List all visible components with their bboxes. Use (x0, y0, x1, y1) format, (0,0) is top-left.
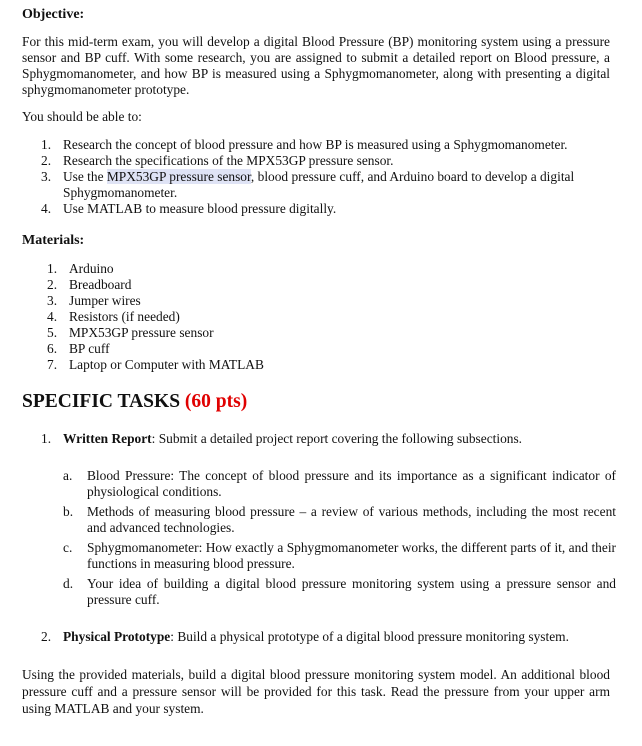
list-item (41, 153, 611, 169)
list-item (41, 169, 611, 201)
list-item (47, 325, 447, 341)
list-item (41, 137, 611, 153)
list-letter: d. (63, 576, 74, 591)
able-intro: You should be able to: (22, 109, 142, 124)
points-label: (60 pts) (184, 391, 248, 412)
list-number: 3. (41, 169, 52, 184)
list-text: Blood Pressure: The concept of blood pressure and its importance as a significant indicator of physiological conditions. (87, 468, 616, 499)
closing-paragraph: Using the provided materials, build a digital blood pressure monitoring system model. An additional blood pressure cuff and a pressure sensor will be provided for this task. Read the pressure from your upper arm using MATLAB and your system. (22, 667, 610, 716)
list-number: 3. (47, 293, 58, 308)
list-number: 4. (47, 309, 58, 324)
list-text: Use MATLAB to measure blood pressure digitally. (63, 201, 337, 216)
selected-text-highlight[interactable]: MPX53GP pressure sensor (106, 169, 251, 184)
list-text: MPX53GP pressure sensor (69, 325, 214, 340)
list-letter: c. (63, 540, 73, 555)
list-text: Arduino (69, 261, 114, 276)
list-text: Resistors (if needed) (69, 309, 180, 324)
task-number: 1. (41, 431, 52, 446)
task-text: : Build a physical prototype of a digital blood pressure monitoring system. (170, 629, 569, 644)
list-text: Laptop or Computer with MATLAB (69, 357, 264, 372)
list-number: 4. (41, 201, 52, 216)
list-item (41, 201, 611, 217)
list-number: 5. (47, 325, 58, 340)
list-text: Sphygmomanometer: How exactly a Sphygmomanometer works, the different parts of it, and their functions in measuring blood pressure. (87, 540, 616, 571)
list-text: Your idea of building a digital blood pressure monitoring system using a pressure sensor and pressure cuff. (87, 576, 616, 607)
list-item (47, 341, 447, 357)
list-number: 1. (47, 261, 58, 276)
list-text: Research the specifications of the MPX53GP pressure sensor. (63, 153, 394, 168)
list-item (47, 293, 447, 309)
list-item (63, 468, 616, 500)
list-text: Breadboard (69, 277, 132, 292)
list-item (47, 277, 447, 293)
list-number: 2. (47, 277, 58, 292)
list-number: 1. (41, 137, 52, 152)
list-item (47, 357, 447, 373)
task-number: 2. (41, 629, 52, 644)
list-text: BP cuff (69, 341, 110, 356)
goals-list (41, 137, 611, 217)
task-label: Written Report (63, 431, 152, 446)
materials-heading: Materials: (22, 233, 85, 248)
list-item (63, 504, 616, 536)
list-number: 2. (41, 153, 52, 168)
list-text: Methods of measuring blood pressure – a review of various methods, including the most recent and advanced technologies. (87, 504, 616, 535)
list-number: 7. (47, 357, 58, 372)
task-written-report (41, 431, 611, 447)
task-label: Physical Prototype (63, 629, 171, 644)
task-text: : Submit a detailed project report covering the following subsections. (151, 431, 523, 446)
list-text-prefix: Use the (63, 169, 107, 184)
list-item (47, 309, 447, 325)
list-text-suffix: , blood pressure cuff, and Arduino board to develop a digital Sphygmomanometer. (63, 169, 575, 200)
task-physical-prototype (41, 629, 611, 645)
list-number: 6. (47, 341, 58, 356)
objective-heading: Objective: (22, 7, 85, 22)
specific-tasks-title: SPECIFIC TASKS (22, 391, 181, 412)
subsections-list (63, 468, 616, 608)
materials-list (47, 261, 447, 373)
objective-paragraph: For this mid-term exam, you will develop a digital Blood Pressure (BP) monitoring system using a pressure sensor and BP cuff. With some research, you are assigned to submit a detailed report on Blood pressure, a Sphygmomanometer, and how BP is measured using a Sphygmomanometer, along with presenting a digital sphygmomanometer prototype. (22, 34, 610, 97)
list-letter: b. (63, 504, 74, 519)
list-text: Jumper wires (69, 293, 141, 308)
list-item (63, 540, 616, 572)
list-text: Research the concept of blood pressure and how BP is measured using a Sphygmomanometer. (63, 137, 568, 152)
list-item (47, 261, 447, 277)
specific-tasks-heading (22, 391, 247, 413)
list-item (63, 576, 616, 608)
list-letter: a. (63, 468, 73, 483)
